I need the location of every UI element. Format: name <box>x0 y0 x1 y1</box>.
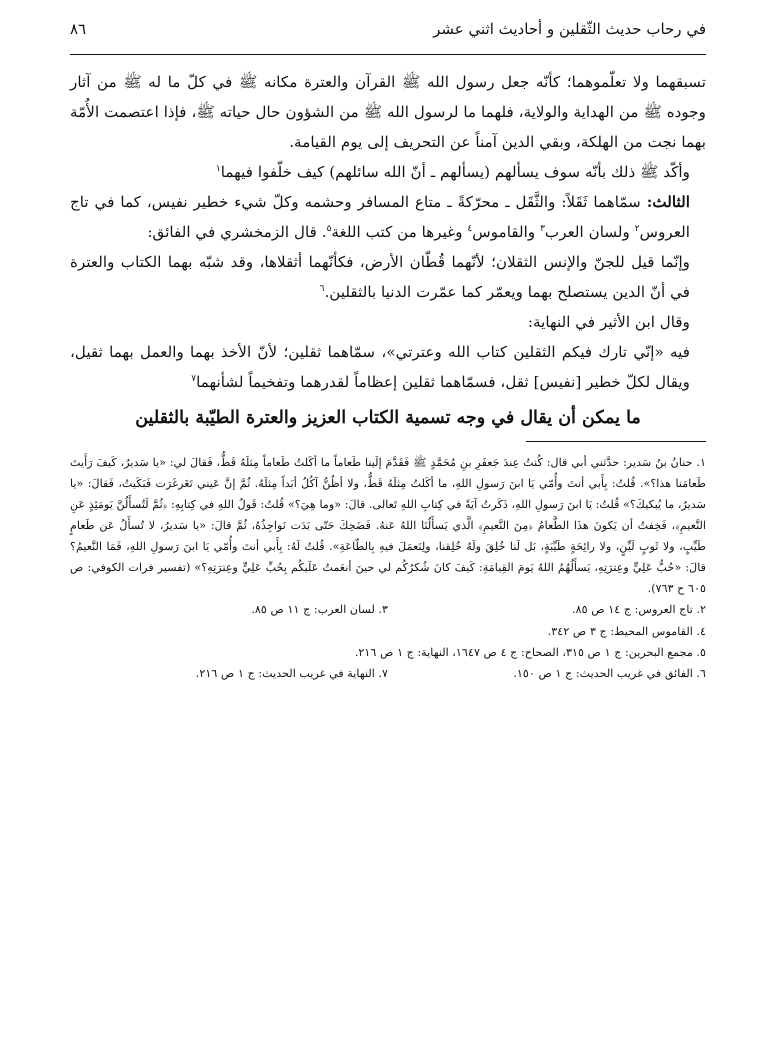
main-text <box>70 67 706 397</box>
footnote-ref-7: ٧ <box>191 373 197 384</box>
quote-ibn-athir <box>70 337 706 397</box>
paragraph-3-text-c: والقاموس <box>472 223 541 241</box>
footnote-5: ٥. مجمع البحرين: ج ١ ص ٣١٥، الصحاح: ج ٤ ص ١٦٤٧، النهاية: ج ١ ص ٢١٦. <box>354 646 706 659</box>
paragraph-2-text: وأكّد ﷺ ذلك بأنّه سوف يسألهم (يسألهم ـ أنّ الله سائلهم) كيف خلّفوا فيهما <box>220 163 690 181</box>
footnote-2: ٢. تاج العروس: ج ١٤ ص ٨٥. <box>572 603 706 616</box>
footnote-4: ٤. القاموس المحيط: ج ٣ ص ٣٤٢. <box>547 625 706 638</box>
footnote-separator <box>526 441 706 442</box>
footnote-ref-4: ٤ <box>467 223 473 234</box>
paragraph-4: وقال ابن الأثير في النهاية: <box>527 313 690 331</box>
page-number: ٨٦ <box>70 20 87 38</box>
paragraph-3-text-a: سمّاهما ثَقَلاً: والثَّقَل ـ محرّكةً ـ متاع المسافر وحشمه وكلّ شيء خطير نفيس، كما في تاج العروس <box>70 193 690 241</box>
quote-zamakhshari <box>70 247 706 307</box>
footnotes <box>70 452 706 685</box>
paragraph-3-text-d: وغيرها من كتب اللغة <box>331 223 468 241</box>
footnote-row-6-7 <box>70 663 706 685</box>
paragraph-2 <box>70 157 706 187</box>
footnote-1: ١. حنانُ بنُ سَدير: حدَّثني أبي قال: كُنتُ عِندَ جَعفَرِ بنِ مُحَمَّدٍ ﷺ فَقَدَّمَ إلَينا طَعاماً ما أكَلتُ طَعاماً مِثلَهُ قَطُّ، فَقالَ لي: «يا سَديرُ، كَيفَ رَأَيتَ طَعامَنا هذا؟». قُلتُ: بِأَبي أنتَ وأُمّي يَا ابنَ رَسولِ اللهِ، ما أكَلتُ مِثلَهُ قَطُّ، ولا أظُنُّ آكُلُ أبَداً مِثلَهُ. ثُمَّ إنَّ عَيني تَغَرغَرَت فَبَكَيتُ، فَقالَ: «يا سَديرُ، ما يُبكيكَ؟» قُلتُ: يَا ابنَ رَسولِ اللهِ، ذَكَرتُ آيَةً في كِتابِ اللهِ تَعالى. قالَ: «وما هِيَ؟» قُلتُ: قَولُ اللهِ في كِتابِهِ: ﴿ثُمَّ لَتُسأَلُنَّ يَومَئِذٍ عَنِ النَّعيمِ﴾، فَخِفتُ أن يَكونَ هذَا الطَّعامُ ﴿مِنَ النَّعيمِ﴾ الَّذي يَسأَلُنَا اللهُ عَنهُ. فَضَحِكَ حَتّى بَدَت نَواجِذُهُ، ثُمَّ قالَ: «يا سَديرُ، لا تُسأَلُ عَن طَعامٍ طَيِّبٍ، ولا ثَوبٍ لَيِّنٍ، ولا رائِحَةٍ طَيِّبَةٍ، بَل لَنا خُلِقَ ولَهُ خُلِقنا، ولِنَعمَلَ فيهِ بِالطّاعَةِ». قُلتُ لَهُ: بِأَبي أنتَ وأُمّي يَا ابنَ رَسولِ اللهِ، فَمَا النَّعيمُ؟ قالَ: «حُبُّ عَلِيٍّ وعِترَتِهِ، يَسأَلُهُمُ اللهُ يَومَ القِيامَةِ: كَيفَ كانَ شُكرُكُم لي حينَ أنعَمتُ عَلَيكُم بِحُبِّ عَلِيٍّ وعِترَتِهِ؟» (تفسير فرات الكوفي: ص ٦٠٥ ح ٧٦٣). <box>70 456 706 595</box>
quote-ibn-athir-text: فيه «إنّي تارك فيكم الثقلين كتاب الله وعترتي»، سمّاهما ثقلين؛ لأنّ الأخذ بهما والعمل بهما ثقيل، ويقال لكلّ خطير [نفيس] ثقل، فسمّاهما ثقلين إعظاماً لقدرهما وتفخيماً لشأنهما <box>70 343 690 391</box>
footnote-ref-6: ٦ <box>319 283 325 294</box>
header-rule <box>70 54 706 55</box>
footnote-row-2-3 <box>70 599 706 621</box>
paragraph-3-text-e: . قال الزمخشري في الفائق: <box>147 223 327 241</box>
running-title: في رحاب حديث الثّقلين و أحاديث اثني عشر <box>433 20 706 38</box>
quote-zamakhshari-text: وإنّما قيل للجنّ والإنس الثقلان؛ لأنّهما قُطّان الأرض، فكأنّهما أثقلاها، وقد شبّه بهما الكتاب والعترة في أنّ الدين يستصلح بهما ويعمّر كما عمّرت الدنيا بالثقلين. <box>70 253 690 301</box>
section-heading: ما يمكن أن يقال في وجه تسمية الكتاب العزيز والعترة الطيّبة بالثقلين <box>135 408 641 428</box>
footnote-7: ٧. النهاية في غريب الحديث: ج ١ ص ٢١٦. <box>195 667 388 680</box>
footnote-ref-3: ٣ <box>540 223 545 234</box>
page-header <box>70 20 706 54</box>
footnote-ref-1: ١ <box>215 163 221 174</box>
paragraph-3-text-b: ولسان العرب <box>544 223 635 241</box>
book-page <box>70 20 706 1040</box>
paragraph-1: تسبقهما ولا تعلّموهما؛ كأنّه جعل رسول الله ﷺ القرآن والعترة مكانه ﷺ في كلّ ما له ﷺ من آثار وجوده ﷺ من الهداية والولاية، فلهما ما لرسول الله ﷺ من الشؤون حال حياته ﷺ، فإذا اعتصمت الأُمّة بهما نجت من الهلكة، وبقي الدين آمناً عن التحريف إلى يوم القيامة. <box>70 73 706 151</box>
footnote-6: ٦. الفائق في غريب الحديث: ج ١ ص ١٥٠. <box>513 667 706 680</box>
third-point-label: الثالث: <box>646 193 690 211</box>
footnote-ref-2: ٢ <box>634 223 640 234</box>
paragraph-3 <box>70 187 706 247</box>
footnote-ref-5: ٥ <box>326 223 332 234</box>
footnote-3: ٣. لسان العرب: ج ١١ ص ٨٥. <box>251 603 388 616</box>
